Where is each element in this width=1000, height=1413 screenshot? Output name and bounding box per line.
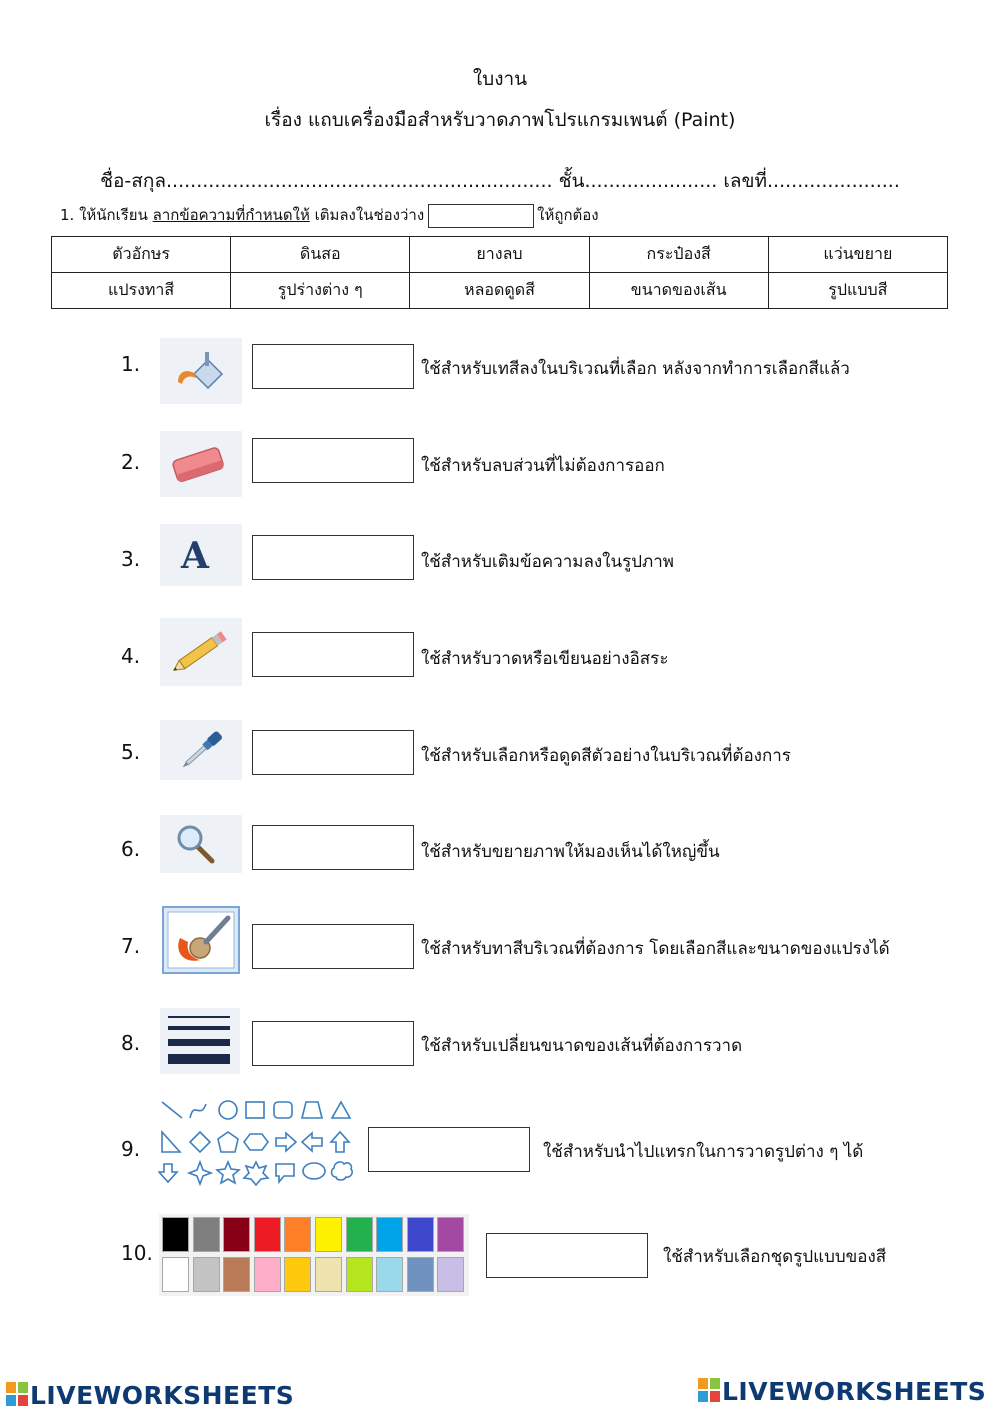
item-number: 3. [121, 547, 141, 571]
paint-bucket-icon [160, 338, 242, 404]
color-swatch [376, 1257, 403, 1292]
color-swatch [407, 1257, 434, 1292]
student-info-line: ชื่อ-สกุล................................................................ ชั้น...................... เลขที่...................... [100, 170, 900, 192]
pencil-icon [160, 618, 242, 686]
item-description: ใช้สำหรับเลือกชุดรูปแบบของสี [663, 1247, 887, 1267]
color-swatch [376, 1217, 403, 1252]
word-option[interactable]: แปรงทาสี [52, 273, 231, 309]
brand-text: LIVEWORKSHEETS [30, 1381, 295, 1410]
item-number: 2. [121, 450, 141, 474]
item-number: 1. [121, 352, 141, 376]
word-option[interactable]: รูปร่างต่าง ๆ [231, 273, 410, 309]
answer-box-6[interactable] [252, 825, 414, 870]
footer-brand-left [6, 1381, 294, 1410]
answer-box-10[interactable] [486, 1233, 648, 1278]
item-number: 7. [121, 934, 141, 958]
liveworksheets-logo-icon [6, 1382, 28, 1410]
color-picker-icon [160, 720, 242, 780]
item-number: 6. [121, 837, 141, 861]
color-swatch [162, 1217, 189, 1252]
brush-icon [162, 906, 240, 974]
instruction-suffix: ให้ถูกต้อง [537, 206, 599, 224]
word-option[interactable]: กระป๋องสี [589, 237, 768, 273]
item-description: ใช้สำหรับเปลี่ยนขนาดของเส้นที่ต้องการวาด [421, 1036, 743, 1056]
svg-text:A: A [181, 535, 209, 577]
item-description: ใช้สำหรับลบส่วนที่ไม่ต้องการออก [421, 456, 665, 476]
color-swatch [437, 1217, 464, 1252]
color-swatch [346, 1217, 373, 1252]
color-swatch [407, 1217, 434, 1252]
instruction-text [60, 203, 599, 228]
color-swatch [193, 1257, 220, 1292]
footer-brand-right [698, 1377, 986, 1406]
color-swatch [315, 1257, 342, 1292]
magnifier-icon [160, 815, 242, 873]
word-bank-table [51, 236, 948, 309]
word-option[interactable]: หลอดดูดสี [410, 273, 589, 309]
answer-box-7[interactable] [252, 924, 414, 969]
item-description: ใช้สำหรับทาสีบริเวณที่ต้องการ โดยเลือกสีและขนาดของแปรงได้ [421, 939, 890, 959]
brand-text: LIVEWORKSHEETS [722, 1377, 987, 1406]
text-tool-icon [160, 524, 242, 586]
line-size-icon [160, 1008, 240, 1074]
word-option[interactable]: ยางลบ [410, 237, 589, 273]
color-swatch [315, 1217, 342, 1252]
color-palette-icon [159, 1214, 469, 1296]
answer-box-1[interactable] [252, 344, 414, 389]
answer-box-3[interactable] [252, 535, 414, 580]
word-bank-row [52, 237, 948, 273]
answer-box-9[interactable] [368, 1127, 530, 1172]
item-description: ใช้สำหรับวาดหรือเขียนอย่างอิสระ [421, 649, 669, 669]
shapes-icon [158, 1098, 354, 1190]
item-number: 5. [121, 740, 141, 764]
item-number: 10. [121, 1241, 153, 1265]
page-subtitle: เรื่อง แถบเครื่องมือสำหรับวาดภาพโปรแกรมเพนต์ (Paint) [264, 109, 736, 131]
word-option[interactable]: ขนาดของเส้น [589, 273, 768, 309]
item-description: ใช้สำหรับขยายภาพให้มองเห็นได้ใหญ่ขึ้น [421, 842, 720, 862]
word-option[interactable]: รูปแบบสี [768, 273, 947, 309]
item-description: ใช้สำหรับเติมข้อความลงในรูปภาพ [421, 552, 674, 572]
item-description: ใช้สำหรับเลือกหรือดูดสีตัวอย่างในบริเวณที่ต้องการ [421, 746, 791, 766]
color-swatch [193, 1217, 220, 1252]
color-swatch [346, 1257, 373, 1292]
color-swatch [284, 1217, 311, 1252]
color-swatch [254, 1257, 281, 1292]
item-number: 9. [121, 1137, 141, 1161]
answer-box-8[interactable] [252, 1021, 414, 1066]
word-option[interactable]: ตัวอักษร [52, 237, 231, 273]
color-swatch [437, 1257, 464, 1292]
word-bank-row [52, 273, 948, 309]
color-swatch [223, 1257, 250, 1292]
color-swatch [254, 1217, 281, 1252]
answer-box-5[interactable] [252, 730, 414, 775]
answer-box-2[interactable] [252, 438, 414, 483]
item-description: ใช้สำหรับเทสีลงในบริเวณที่เลือก หลังจากทำการเลือกสีแล้ว [421, 359, 850, 379]
item-number: 8. [121, 1031, 141, 1055]
word-option[interactable]: ดินสอ [231, 237, 410, 273]
eraser-icon [160, 431, 242, 497]
instruction-prefix: 1. ให้นักเรียน [60, 206, 153, 224]
answer-box-4[interactable] [252, 632, 414, 677]
item-description: ใช้สำหรับนำไปแทรกในการวาดรูปต่าง ๆ ได้ [543, 1142, 864, 1162]
color-swatch [284, 1257, 311, 1292]
instruction-middle: เติมลงในช่องว่าง [309, 206, 425, 224]
color-swatch [162, 1257, 189, 1292]
example-blank-box [428, 204, 534, 228]
instruction-underlined: ลากข้อความที่กำหนดให้ [152, 206, 310, 224]
color-swatch [223, 1217, 250, 1252]
liveworksheets-logo-icon [698, 1378, 720, 1406]
page-title: ใบงาน [472, 68, 528, 90]
word-option[interactable]: แว่นขยาย [768, 237, 947, 273]
item-number: 4. [121, 644, 141, 668]
